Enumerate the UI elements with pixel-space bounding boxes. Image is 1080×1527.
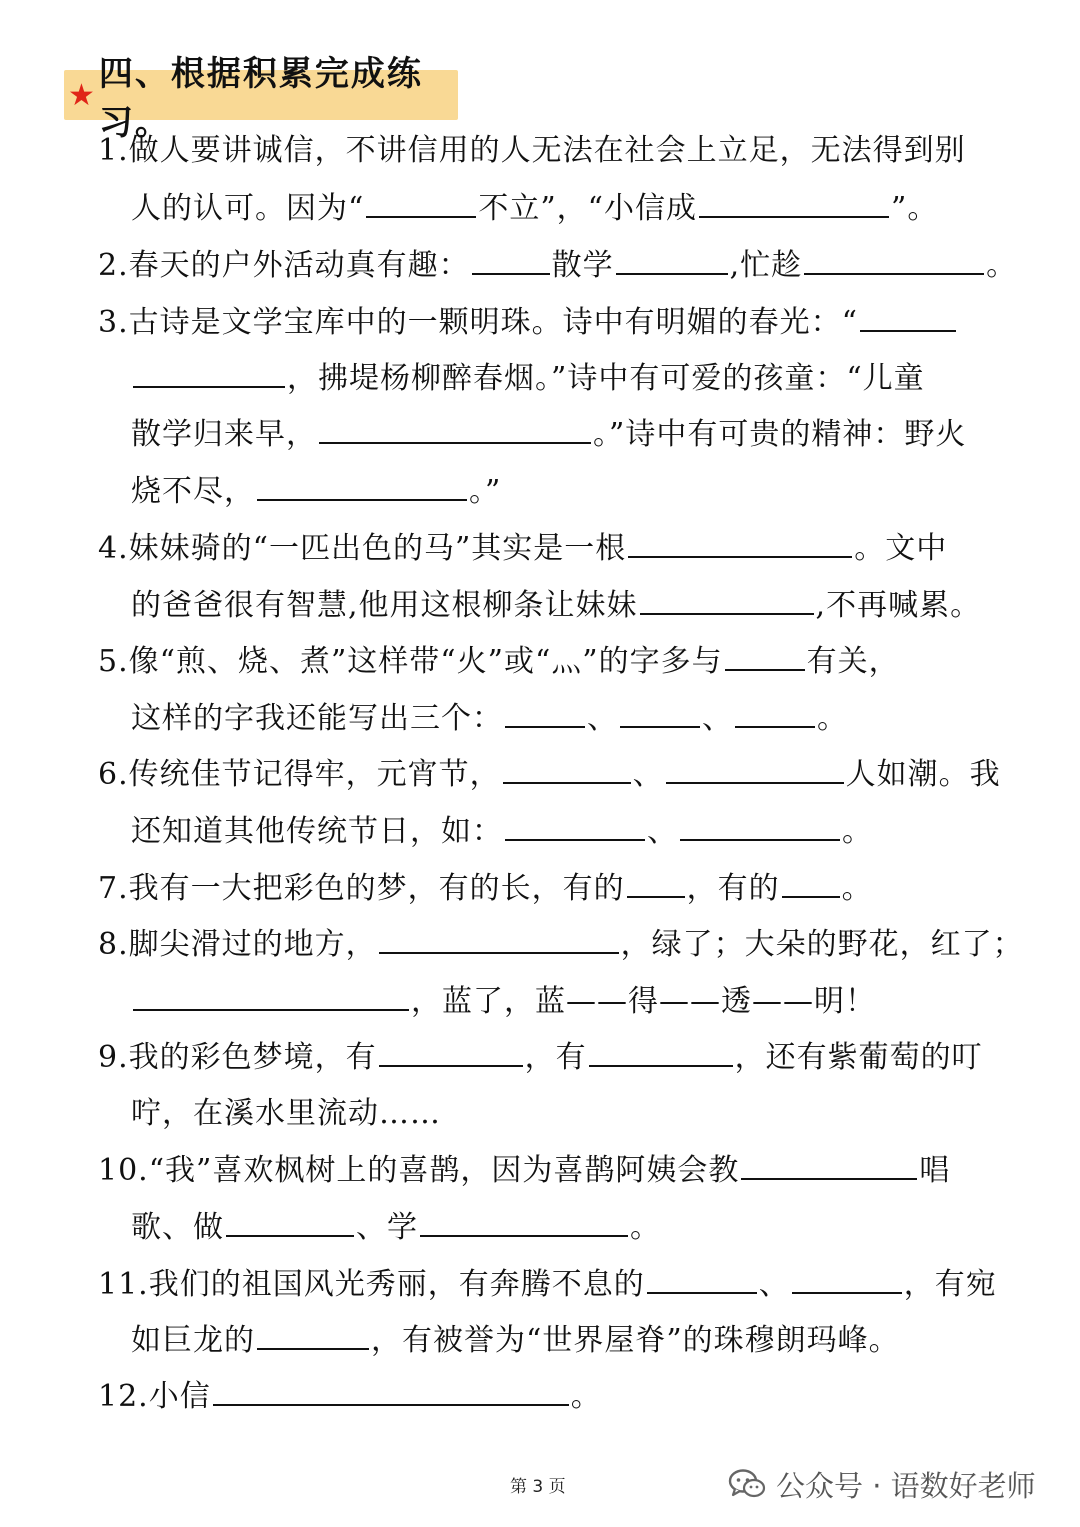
answer-blank[interactable]	[226, 1207, 354, 1237]
q8-line2: ，蓝了，蓝——得——透——明！	[131, 981, 876, 1022]
section-title	[64, 54, 458, 143]
answer-blank[interactable]	[666, 754, 844, 784]
q2-line1: 2.春天的户外活动真有趣： 散学 ,忙趁 。	[98, 245, 1017, 286]
watermark-text: 公众号 · 语数好老师	[776, 1468, 1036, 1503]
q3-line2: ，拂堤杨柳醉春烟。”诗中有可爱的孩童：“儿童	[131, 358, 925, 399]
answer-blank[interactable]	[640, 585, 814, 615]
answer-blank[interactable]	[725, 641, 805, 671]
q8-line1: 8.脚尖滑过的地方， ，绿了；大朵的野花，红了；	[98, 924, 1024, 965]
q9-line2: 咛，在溪水里流动……	[131, 1096, 441, 1131]
q11-line1: 11.我们的祖国风光秀丽，有奔腾不息的 、 ，有宛	[98, 1264, 997, 1305]
watermark	[728, 1462, 1036, 1506]
answer-blank[interactable]	[505, 811, 645, 841]
q3-line3: 散学归来早， 。”诗中有可贵的精神：野火	[131, 414, 966, 455]
answer-blank[interactable]	[735, 698, 815, 728]
q4-line2: 的爸爸很有智慧,他用这根柳条让妹妹 ,不再喊累。	[131, 585, 981, 626]
answer-blank[interactable]	[804, 245, 984, 275]
q9-line1: 9.我的彩色梦境，有 ，有 ，还有紫葡萄的叮	[98, 1037, 983, 1078]
answer-blank[interactable]	[133, 981, 409, 1011]
q4-line1: 4.妹妹骑的“一匹出色的马”其实是一根 。文中	[98, 528, 947, 569]
answer-blank[interactable]	[257, 1320, 369, 1350]
q11-line2: 如巨龙的 ，有被誉为“世界屋脊”的珠穆朗玛峰。	[131, 1320, 900, 1361]
answer-blank[interactable]	[420, 1207, 628, 1237]
section-title-text: 四、根据积累完成练习。	[98, 54, 423, 143]
q12-line1: 12.小信 。	[98, 1376, 602, 1417]
answer-blank[interactable]	[620, 698, 700, 728]
answer-blank[interactable]	[379, 1037, 523, 1067]
answer-blank[interactable]	[860, 302, 956, 332]
wechat-icon	[728, 1468, 766, 1500]
answer-blank[interactable]	[699, 188, 889, 218]
page-number: 第 3 页	[510, 1477, 566, 1497]
answer-blank[interactable]	[366, 188, 476, 218]
q5-line1: 5.像“煎、烧、煮”这样带“火”或“灬”的字多与 有关，	[98, 641, 900, 682]
answer-blank[interactable]	[133, 358, 285, 388]
answer-blank[interactable]	[257, 471, 467, 501]
answer-blank[interactable]	[379, 924, 619, 954]
q1-line1: 1.做人要讲诚信，不讲信用的人无法在社会上立足，无法得到别	[98, 133, 966, 168]
q1-line2: 人的认可。因为“ 不立”，“小信成 ”。	[131, 188, 938, 229]
answer-blank[interactable]	[505, 698, 585, 728]
answer-blank[interactable]	[319, 414, 591, 444]
answer-blank[interactable]	[213, 1376, 569, 1406]
q6-line2: 还知道其他传统节日，如： 、 。	[131, 811, 873, 852]
answer-blank[interactable]	[628, 528, 852, 558]
answer-blank[interactable]	[503, 754, 631, 784]
answer-blank[interactable]	[616, 245, 728, 275]
answer-blank[interactable]	[472, 245, 550, 275]
q6-line1: 6.传统佳节记得牢，元宵节， 、 人如潮。我	[98, 754, 1001, 795]
star-icon: ★	[68, 77, 97, 113]
answer-blank[interactable]	[741, 1150, 917, 1180]
answer-blank[interactable]	[647, 1264, 757, 1294]
answer-blank[interactable]	[589, 1037, 733, 1067]
q10-line2: 歌、做 、学 。	[131, 1207, 661, 1248]
q3-line1: 3.古诗是文学宝库中的一颗明珠。诗中有明媚的春光：“	[98, 302, 958, 343]
answer-blank[interactable]	[680, 811, 840, 841]
answer-blank[interactable]	[627, 868, 685, 898]
q5-line2: 这样的字我还能写出三个： 、 、 。	[131, 698, 848, 739]
q10-line1: 10.“我”喜欢枫树上的喜鹊，因为喜鹊阿姨会教 唱	[98, 1150, 950, 1191]
answer-blank[interactable]	[782, 868, 840, 898]
answer-blank[interactable]	[792, 1264, 902, 1294]
q7-line1: 7.我有一大把彩色的梦，有的长，有的 ，有的 。	[98, 868, 873, 909]
q3-line4: 烧不尽， 。”	[131, 471, 501, 512]
